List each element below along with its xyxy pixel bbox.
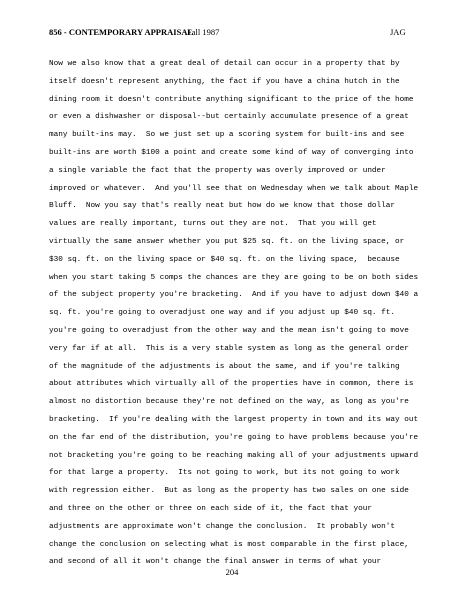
header-series: 856 - CONTEMPORARY APPRAISAL	[49, 27, 194, 37]
text-line: and second of all it won't change the final answer in terms of what your	[49, 558, 382, 567]
text-line: almost no distortion because they're not defined on the way, as long as you're	[49, 398, 409, 407]
text-line: $30 sq. ft. on the living space or $40 sq. ft. on the living space, because	[49, 255, 400, 264]
text-line: and three on the other or three on each side of it, the fact that your	[49, 504, 372, 513]
text-line: you're going to overadjust from the other way and the mean isn't going to move	[49, 326, 409, 335]
page-number: 204	[225, 567, 239, 577]
running-header	[49, 27, 406, 37]
text-line: sq. ft. you're going to overadjust one way and if you adjust up $40 sq. ft.	[49, 309, 395, 318]
text-line: on the far end of the distribution, you're going to have problems because you're	[49, 433, 419, 442]
text-line: not bracketing you're going to be reaching making all of your adjustments upward	[49, 451, 419, 460]
text-line: when you start taking 5 comps the chances are they are going to be on both sides	[49, 273, 419, 282]
text-line: or even a dishwasher or disposal--but certainly accumulate presence of a great	[49, 113, 409, 122]
transcript-body	[49, 56, 464, 572]
text-line: itself doesn't represent anything, the fact if you have a china hutch in the	[49, 77, 400, 86]
text-line: dining room it doesn't contribute anything significant to the price of the home	[49, 95, 414, 104]
text-line: with regression either. But as long as the property has two sales on one side	[49, 487, 409, 496]
text-line: for that large a property. Its not going to work, but its not going to work	[49, 469, 400, 478]
text-line: very far if at all. This is a very stable system as long as the general order	[49, 344, 409, 353]
text-line: adjustments are approximate won't change the conclusion. It probably won't	[49, 522, 395, 531]
text-line: Now we also know that a great deal of detail can occur in a property that by	[49, 60, 400, 68]
text-line: values are really important, turns out they are not. That you will get	[49, 220, 377, 229]
text-line: a single variable the fact that the property was overly improved or under	[49, 166, 386, 175]
text-line: many built-ins may. So we just set up a scoring system for built-ins and see	[49, 131, 405, 140]
text-line: bracketing. If you're dealing with the largest property in town and its way out	[49, 415, 419, 424]
header-initials: JAG	[390, 27, 406, 37]
text-line: built-ins are worth $100 a point and create some kind of way of converging into	[49, 148, 414, 157]
text-line: of the subject property you're bracketing. And if you have to adjust down $40 a	[49, 291, 419, 300]
text-line: of the magnitude of the adjustments is about the same, and if you're talking	[49, 362, 400, 371]
text-line: improved or whatever. And you'll see that on Wednesday when we talk about Maple	[49, 184, 419, 193]
text-line: about attributes which virtually all of the properties have in common, there is	[49, 380, 414, 389]
text-line: change the conclusion on selecting what is most comparable in the first place,	[49, 540, 409, 549]
header-term: Fall 1987	[187, 27, 220, 37]
text-line: virtually the same answer whether you put $25 sq. ft. on the living space, or	[49, 237, 405, 246]
text-line: Bluff. Now you say that's really neat but how do we know that those dollar	[49, 202, 395, 211]
